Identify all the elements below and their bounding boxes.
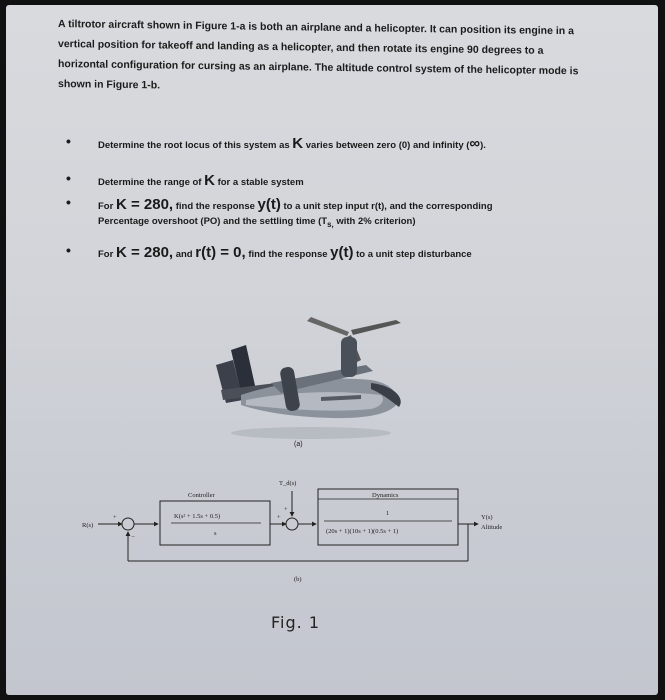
task-2-k: K: [204, 172, 215, 189]
document-page: [6, 5, 658, 695]
intro-line-1: A tiltrotor aircraft shown in Figure 1-a is both an airplane and a helicopter. It can position its engine in a: [58, 18, 574, 38]
task-4-text: find the response: [248, 249, 328, 260]
task-3-k-value: K = 280,: [115, 196, 174, 213]
task-1-k: K: [292, 135, 304, 152]
intro-line-3: horizontal configuration for cursing as an airplane. The altitude control system of the helicopter mode is: [58, 58, 579, 78]
sum1-plus-sign: +: [113, 514, 117, 521]
task-4-for: For: [98, 249, 114, 260]
summing-junction-2: [286, 518, 298, 530]
task-3-for: For: [98, 201, 114, 212]
dynamics-title: Dynamics: [372, 492, 399, 499]
controller-title: Controller: [188, 492, 215, 499]
dynamics-denominator: (20s + 1)(10s + 1)(0.5s + 1): [326, 528, 399, 535]
bullet-dot: •: [66, 133, 71, 149]
task-3-text: find the response: [175, 201, 255, 212]
input-label-r: R(s): [82, 522, 94, 529]
sum2-plus-top: +: [284, 506, 288, 513]
figure-b-caption: (b): [294, 576, 302, 583]
task-2-tail: for a stable system: [217, 177, 304, 188]
task-3-line-2: Percentage overshoot (PO) and the settling time ($T_{s,}$ with 2% criterion): [98, 216, 416, 229]
task-4-and: and: [175, 249, 193, 260]
output-label-y: Y(s): [481, 514, 493, 521]
figure-label: Fig. 1: [271, 613, 320, 632]
controller-denominator: s: [214, 530, 217, 537]
task-4-k-value: K = 280,: [115, 244, 174, 261]
task-1-text: Determine the root locus of this system as: [98, 140, 290, 151]
controller-numerator: K(s² + 1.5s + 0.5): [174, 513, 221, 520]
intro-line-4: shown in Figure 1-b.: [58, 78, 161, 92]
bullet-dot: •: [66, 170, 71, 186]
task-4-tail: to a unit step disturbance: [356, 249, 472, 260]
task-4-y: y(t): [330, 244, 354, 261]
dynamics-numerator: 1: [386, 510, 390, 517]
summing-junction-1: [122, 518, 134, 530]
sum2-plus-left: +: [277, 514, 281, 521]
bullet-dot: •: [66, 194, 71, 210]
intro-line-2: vertical position for takeoff and landing as a helicopter, and then rotate its engine 90 degrees to a: [58, 38, 544, 57]
infinity-symbol: ∞: [469, 135, 481, 152]
task-3-tail: to a unit step input r(t), and the corresponding: [283, 201, 493, 212]
block-diagram: [76, 475, 546, 585]
task-1-end: ).: [480, 140, 486, 151]
output-label-altitude: Altitude: [481, 524, 503, 531]
task-1-tail: varies between zero (0) and infinity (: [305, 140, 470, 151]
sum1-minus-sign: −: [131, 534, 135, 541]
figure-a-caption: (a): [294, 441, 303, 448]
task-3-y: y(t): [257, 196, 281, 213]
bullet-dot: •: [66, 242, 71, 258]
disturbance-label: T_d(s): [279, 480, 297, 487]
problem-statement: [58, 14, 628, 102]
task-2-text: Determine the range of: [98, 177, 202, 188]
task-4-r-value: r(t) = 0,: [195, 244, 246, 261]
tiltrotor-aircraft-image: [201, 305, 431, 455]
